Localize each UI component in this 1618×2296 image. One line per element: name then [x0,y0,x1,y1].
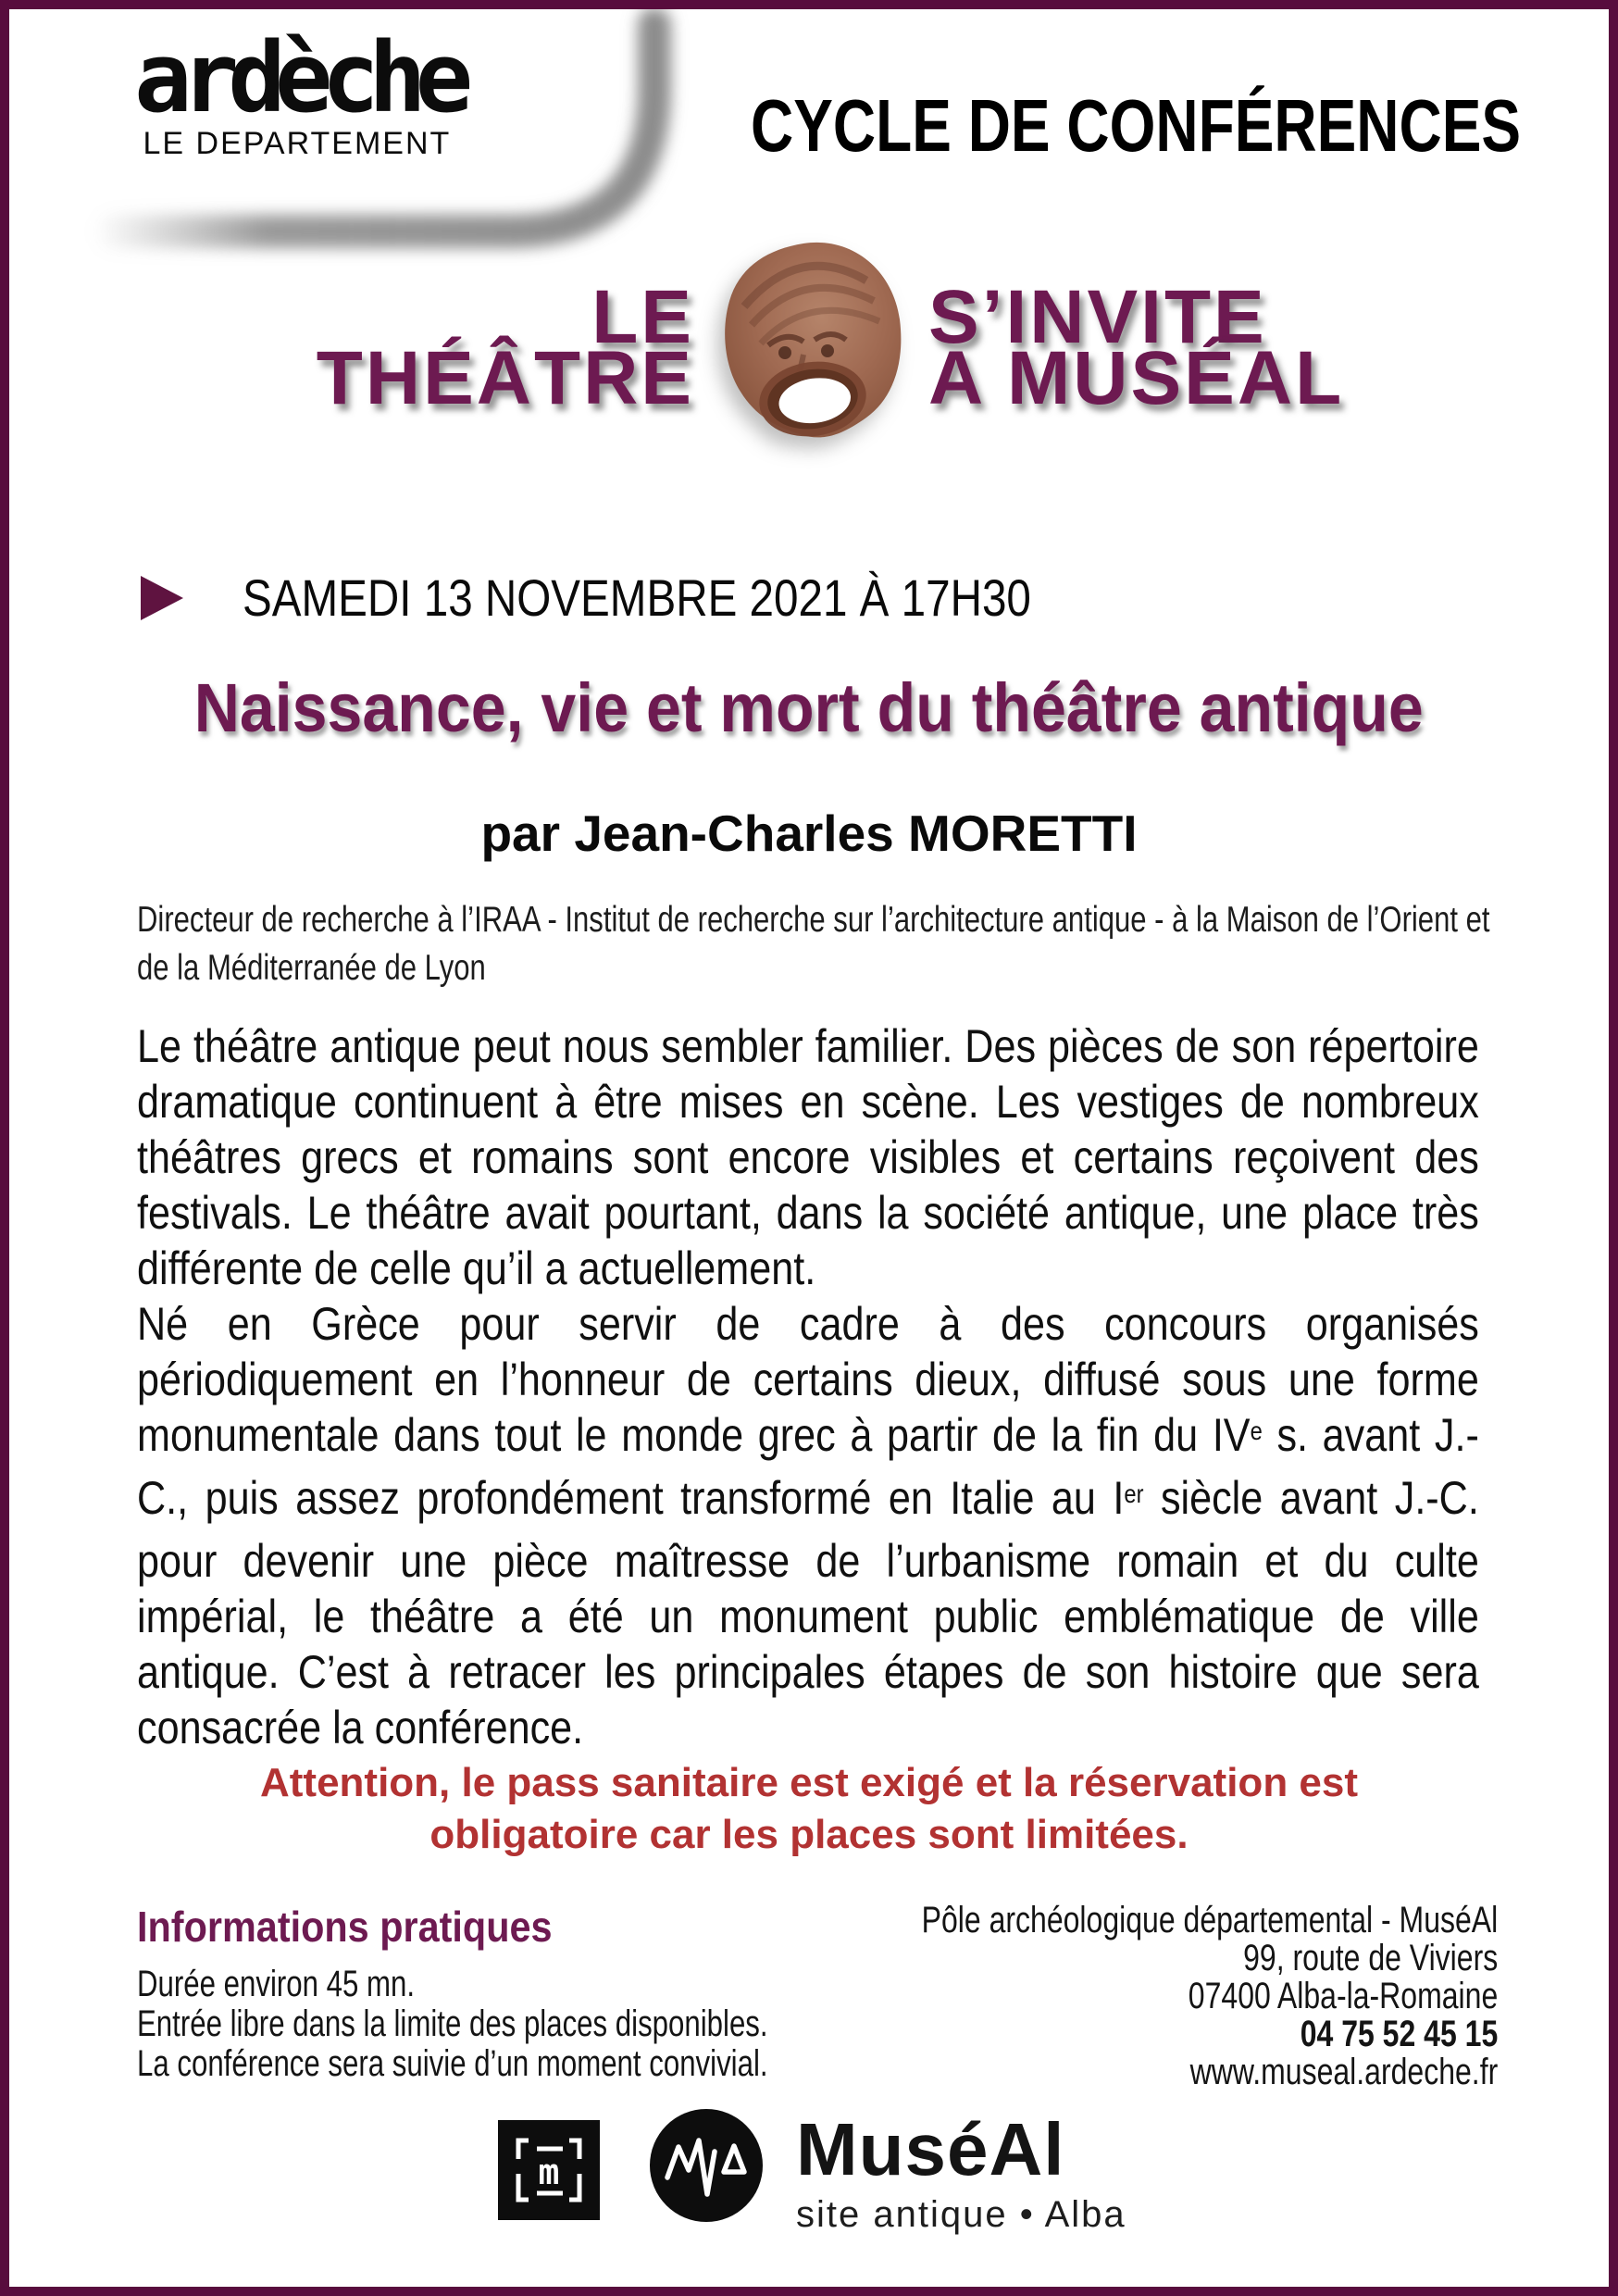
museal-subtitle: site antique • Alba [796,2194,1126,2235]
main-title-left [241,275,694,420]
sanitary-notice-line2: obligatoire car les places sont limitées. [429,1812,1189,1857]
superscript-e: e [1250,1416,1263,1445]
main-title-right [928,275,1345,420]
body-text [137,1018,1479,1755]
contact-website: www.museal.ardeche.fr [1189,2052,1498,2092]
arrow-bullet-icon [141,576,183,620]
m-bracket-logo-icon [498,2120,600,2220]
ardeche-logo-name: ardèche [134,21,463,134]
contact-street: 99, route de Viviers [1242,1938,1498,1978]
body-paragraph-2-part: Né en Grèce pour servir de cadre à des concours organisés périodiquement en l’honneur de certains dieux, diffusé sous une forme monumentale dans tout le monde grec à partir de la fin du IV [137,1298,1479,1461]
svg-text:m: m [538,2152,560,2192]
practical-line-duration: Durée environ 45 mn. [137,1964,416,2004]
theater-mask-icon [711,234,907,445]
contact-city: 07400 Alba-la-Romaine [1188,1976,1498,2016]
contact-venue: Pôle archéologique départemental - MuséAl [921,1900,1498,1940]
sanitary-notice [9,1757,1609,1861]
speaker-bio: Directeur de recherche à l’IRAA - Institut de recherche sur l’architecture antique - à la Maison de l’Orient et de la Méditerranée de Lyon [137,900,1490,988]
footer-logos [498,2109,1126,2236]
ardeche-logo-subtitle: LE DEPARTEMENT [143,126,452,161]
body-paragraph-1: Le théâtre antique peut nous sembler familier. Des pièces de son répertoire dramatique continuent à être mises en scène. Les vestiges de nombreux théâtres grecs et romains sont encore visibles et certains reçoivent des festivals. Le théâtre avait pourtant, dans la société antique, une place très différente de celle qu’il a actuellement. [137,1020,1479,1294]
practical-info-lines [137,1965,768,2084]
ardeche-logo [134,21,463,162]
museal-wordmark [796,2108,1126,2236]
speaker-line: par Jean-Charles MORETTI [480,805,1138,862]
contact-phone: 04 75 52 45 15 [1300,2014,1498,2054]
event-title-text: Naissance, vie et mort du théâtre antique [194,669,1424,746]
series-title: CYCLE DE CONFÉRENCES [750,84,1521,167]
practical-line-convivial: La conférence sera suivie d’un moment convivial. [137,2043,768,2084]
body-paragraph-2 [137,1296,1479,1755]
contact-block [921,1902,1498,2091]
museal-circle-logo-icon [650,2109,763,2222]
practical-line-entry: Entrée libre dans la limite des places disponibles. [137,2003,768,2044]
museal-name: MuséAl [796,2108,1065,2190]
sanitary-notice-line1: Attention, le pass sanitaire est exigé et la réservation est [259,1760,1359,1805]
title-line-theatre: THÉÂTRE [316,336,694,420]
practical-info-heading: Informations pratiques [137,1903,553,1951]
event-title [9,668,1609,747]
title-line-le: LE [591,275,694,359]
title-line-a-museal: A MUSÉAL [928,336,1345,420]
superscript-er: er [1124,1479,1144,1508]
date-row [141,568,1170,628]
body-paragraph-2-part: siècle avant J.-C. pour devenir une pièce maîtresse de l’urbanisme romain et du culte impérial, le théâtre a été un monument public emblématique de ville antique. C’est à retracer les principales étapes de son histoire que sera consacrée la conférence. [137,1472,1479,1753]
body-paragraph-2-part: s. avant J.-C., puis assez profondément transformé en Italie au I [137,1409,1479,1524]
title-line-sinvite: S’INVITE [928,275,1267,359]
event-date: SAMEDI 13 NOVEMBRE 2021 À 17H30 [243,568,1031,627]
